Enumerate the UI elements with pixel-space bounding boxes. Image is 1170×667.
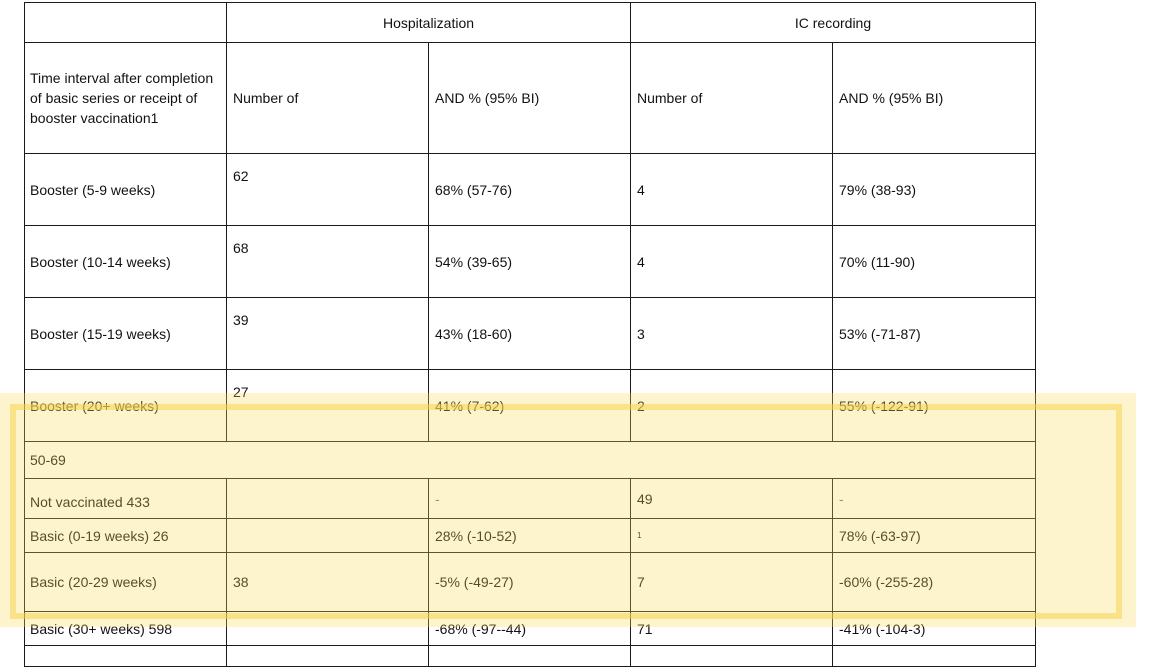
- tail-cell: [429, 646, 631, 667]
- row-label: Basic (30+ weeks) 598: [25, 612, 227, 646]
- header-interval: Time interval after completion of basic series or receipt of booster vaccination1: [25, 43, 227, 154]
- vaccine-effectiveness-table: [24, 2, 1036, 667]
- ic-number-cell: 3: [631, 298, 833, 370]
- header-hosp-number: Number of: [227, 43, 429, 154]
- ic-number-cell: 7: [631, 553, 833, 612]
- column-header-row: [25, 43, 1036, 154]
- row-label: Basic (20-29 weeks): [25, 553, 227, 612]
- ic-number-cell: 49: [631, 479, 833, 519]
- group-header-row: [25, 3, 1036, 43]
- row-label: Booster (15-19 weeks): [25, 298, 227, 370]
- section-label: 50-69: [25, 442, 1036, 479]
- hosp-ve-cell: 54% (39-65): [429, 226, 631, 298]
- hosp-number-cell: 62: [227, 154, 429, 226]
- header-hosp-ve: AND % (95% BI): [429, 43, 631, 154]
- row-label: Booster (5-9 weeks): [25, 154, 227, 226]
- ic-ve-cell: 78% (-63-97): [833, 519, 1036, 553]
- ic-ve-cell: 79% (38-93): [833, 154, 1036, 226]
- group-header-blank: [25, 3, 227, 43]
- hosp-number-cell: 38: [227, 553, 429, 612]
- table-row: [25, 370, 1036, 442]
- hosp-ve-cell: 68% (57-76): [429, 154, 631, 226]
- ic-number-cell: 4: [631, 154, 833, 226]
- hosp-ve-cell: 41% (7-62): [429, 370, 631, 442]
- ic-ve-cell: 53% (-71-87): [833, 298, 1036, 370]
- ic-ve-cell: -: [833, 479, 1036, 519]
- hosp-number-cell: [227, 612, 429, 646]
- table-row: [25, 612, 1036, 646]
- ic-number-cell: 1: [631, 519, 833, 553]
- tail-cell: [25, 646, 227, 667]
- hosp-ve-cell: -68% (-97--44): [429, 612, 631, 646]
- hosp-number-cell: 39: [227, 298, 429, 370]
- table-row: [25, 226, 1036, 298]
- hosp-ve-cell: -5% (-49-27): [429, 553, 631, 612]
- group-header-hospitalization: Hospitalization: [227, 3, 631, 43]
- row-label: Booster (20+ weeks): [25, 370, 227, 442]
- table-row: [25, 479, 1036, 519]
- hosp-ve-cell: -: [429, 479, 631, 519]
- ic-ve-cell: 70% (11-90): [833, 226, 1036, 298]
- table-row: [25, 519, 1036, 553]
- ic-ve-cell: -41% (-104-3): [833, 612, 1036, 646]
- ic-number-cell: 2: [631, 370, 833, 442]
- header-ic-ve: AND % (95% BI): [833, 43, 1036, 154]
- tail-cell: [833, 646, 1036, 667]
- hosp-ve-cell: 43% (18-60): [429, 298, 631, 370]
- ic-ve-cell: -60% (-255-28): [833, 553, 1036, 612]
- row-label: Booster (10-14 weeks): [25, 226, 227, 298]
- table-row: [25, 553, 1036, 612]
- row-label: Not vaccinated 433: [25, 479, 227, 519]
- table-row-cut-off: [25, 646, 1036, 667]
- header-ic-number: Number of: [631, 43, 833, 154]
- section-row-50-69: [25, 442, 1036, 479]
- table-row: [25, 154, 1036, 226]
- group-header-ic: IC recording: [631, 3, 1036, 43]
- hosp-number-cell: 27: [227, 370, 429, 442]
- row-label: Basic (0-19 weeks) 26: [25, 519, 227, 553]
- tail-cell: [227, 646, 429, 667]
- hosp-ve-cell: 28% (-10-52): [429, 519, 631, 553]
- hosp-number-cell: [227, 519, 429, 553]
- ic-number-cell: 4: [631, 226, 833, 298]
- ic-number-cell: 71: [631, 612, 833, 646]
- tail-cell: [631, 646, 833, 667]
- hosp-number-cell: 68: [227, 226, 429, 298]
- ic-ve-cell: 55% (-122-91): [833, 370, 1036, 442]
- hosp-number-cell: [227, 479, 429, 519]
- table-row: [25, 298, 1036, 370]
